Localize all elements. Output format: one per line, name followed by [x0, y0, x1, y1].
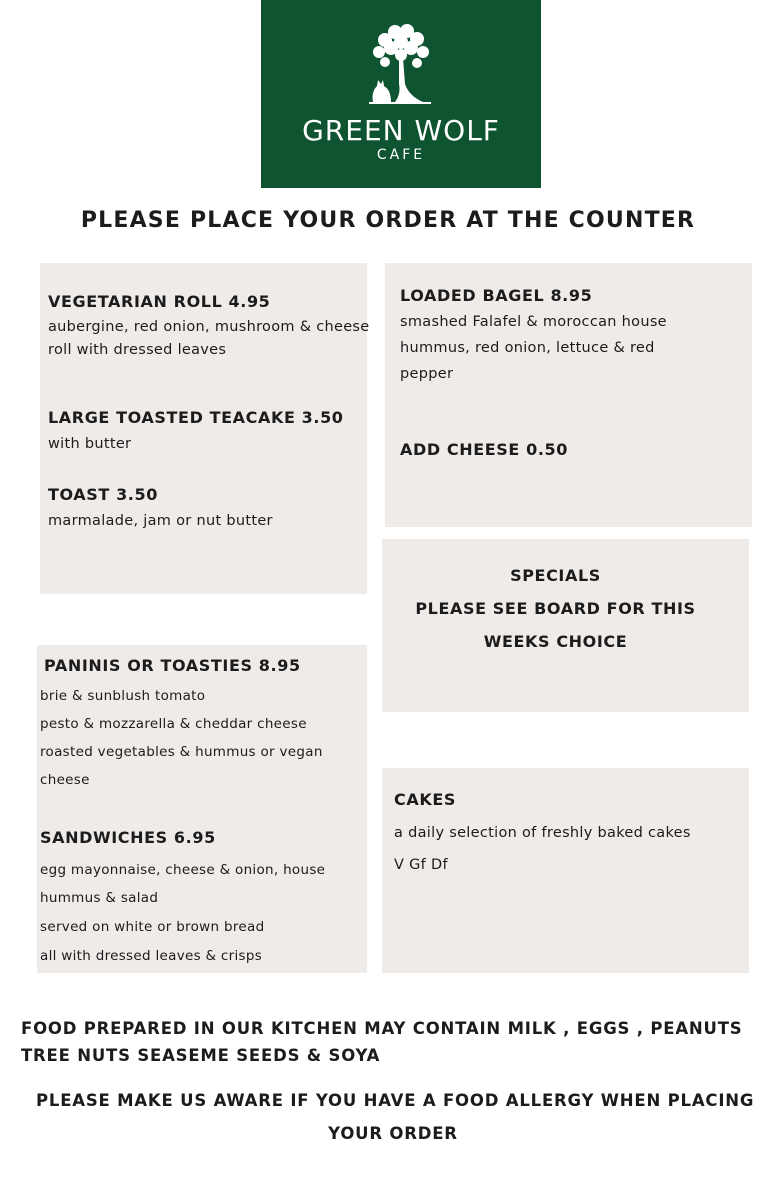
tree-wolf-icon: [365, 22, 437, 108]
item-desc-line: with butter: [48, 436, 132, 452]
specials-line: PLEASE SEE BOARD FOR THIS: [415, 599, 696, 618]
list-item: brie & sunblush tomato: [40, 688, 206, 704]
list-item: all with dressed leaves & crisps: [40, 948, 263, 964]
item-title-vegetarian-roll: VEGETARIAN ROLL 4.95: [48, 292, 271, 311]
list-item: hummus & salad: [40, 890, 159, 906]
allergy-notice-line: TREE NUTS SEASEME SEEDS & SOYA: [21, 1046, 381, 1065]
item-desc-line: hummus, red onion, lettuce & red: [400, 340, 655, 356]
allergy-notice-line: FOOD PREPARED IN OUR KITCHEN MAY CONTAIN MILK , EGGS , PEANUTS: [21, 1019, 743, 1038]
cafe-subtitle: CAFE: [376, 147, 426, 163]
specials-title: SPECIALS: [510, 566, 601, 585]
item-title-add-cheese: ADD CHEESE 0.50: [400, 440, 569, 459]
list-item: egg mayonnaise, cheese & onion, house: [40, 862, 326, 878]
specials-line: WEEKS CHOICE: [483, 632, 628, 651]
item-title-paninis: PANINIS OR TOASTIES 8.95: [44, 656, 301, 675]
item-title-loaded-bagel: LOADED BAGEL 8.95: [400, 286, 593, 305]
item-desc-line: pepper: [400, 366, 454, 382]
item-desc-line: marmalade, jam or nut butter: [48, 513, 273, 529]
item-title-cakes: CAKES: [394, 790, 456, 809]
item-desc-line: a daily selection of freshly baked cakes: [394, 825, 691, 841]
item-title-toast: TOAST 3.50: [48, 485, 158, 504]
list-item: pesto & mozzarella & cheddar cheese: [40, 716, 307, 732]
list-item: served on white or brown bread: [40, 919, 265, 935]
item-desc-line: roll with dressed leaves: [48, 342, 227, 358]
page-heading: PLEASE PLACE YOUR ORDER AT THE COUNTER: [80, 208, 696, 233]
dietary-tags: V Gf Df: [394, 857, 448, 873]
item-title-sandwiches: SANDWICHES 6.95: [40, 828, 216, 847]
item-desc-line: smashed Falafel & moroccan house: [400, 314, 667, 330]
list-item: cheese: [40, 772, 90, 788]
cafe-logo: [261, 0, 541, 188]
menu-box-breakfast: [40, 263, 367, 594]
list-item: roasted vegetables & hummus or vegan: [40, 744, 323, 760]
item-title-teacake: LARGE TOASTED TEACAKE 3.50: [48, 408, 344, 427]
allergy-notice-line: PLEASE MAKE US AWARE IF YOU HAVE A FOOD ALLERGY WHEN PLACING: [36, 1091, 755, 1110]
cafe-name: GREEN WOLF: [302, 114, 500, 147]
item-desc-line: aubergine, red onion, mushroom & cheese: [48, 319, 370, 335]
specials-box: [382, 539, 749, 712]
allergy-notice-line: YOUR ORDER: [328, 1124, 458, 1143]
